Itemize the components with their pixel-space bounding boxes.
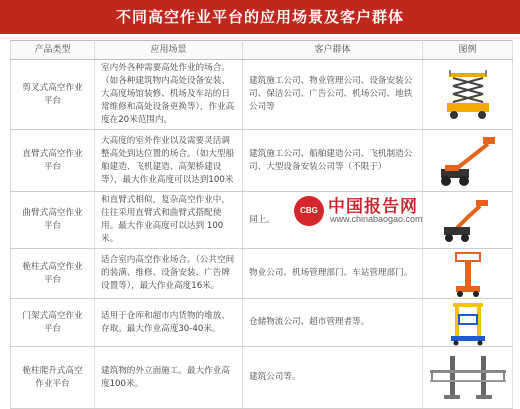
customer-group: 建筑施工公司、船舶建造公司、飞机制造公司、大型设备安装公司等（不限于） (243, 130, 423, 192)
articulating-boom-lift-icon (438, 197, 498, 243)
product-type: 桅柱爬升式高空作业平台 (11, 347, 95, 409)
application-scene: 和直臂式相似，复杂高空作业中，往往采用直臂式和曲臂式搭配使用。最大作业高度可以达到 100米。 (95, 192, 243, 249)
application-scene: 大高度的室外作业以及需要灵活调整高处到达位置的场合。（如大型船舶建造、飞机建造、高架桥建设等），最大作业高度可以达到100米 (95, 130, 243, 192)
page-title: 不同高空作业平台的应用场景及客户群体 (0, 0, 520, 34)
header-customers: 客户群体 (243, 41, 423, 60)
customer-group: 建筑施工公司、物业管理公司、设备安装公司、保洁公司、广告公司、机场公司、地铁公司等 (243, 60, 423, 130)
product-type: 曲臂式高空作业平台 (11, 192, 95, 249)
table-row (11, 299, 513, 347)
header-scene: 应用场景 (95, 41, 243, 60)
scissor-lift-icon (439, 69, 497, 121)
customer-group: 仓储物流公司、超市管理者等。 (243, 299, 423, 347)
table-row (11, 130, 513, 192)
customer-group: 建筑公司等。 (243, 347, 423, 409)
mast-lift-icon (448, 250, 488, 298)
application-table (10, 40, 513, 409)
table-row (11, 192, 513, 249)
watermark-logo: CBG (294, 196, 324, 226)
application-scene: 适用于仓库和超市内货物的堆放、存取。最大作业高度30-40米。 (95, 299, 243, 347)
table-row (11, 249, 513, 299)
customer-group: 物业公司、机场管理部门、车站管理部门。 (243, 249, 423, 299)
table-row (11, 60, 513, 130)
application-scene: 建筑物的外立面施工。最大作业高度100米。 (95, 347, 243, 409)
application-scene: 室内外各种需要高处作业的场合。（如各种建筑物内高处设备安装、大高度场馆装修、机场及车站的日常维修和高处设备更换等），作业高度在20米范围内。 (95, 60, 243, 130)
product-type: 门架式高空作业平台 (11, 299, 95, 347)
header-icon: 图例 (423, 41, 513, 60)
telescopic-boom-lift-icon (433, 133, 503, 189)
mast-climbing-platform-icon (428, 354, 508, 402)
application-scene: 适合室内高空作业场合。（公共空间的装潢、维修、设备安装、广告牌设置等），最大作业高度16米。 (95, 249, 243, 299)
table-row (11, 347, 513, 409)
header-type: 产品类型 (11, 41, 95, 60)
customer-group: 同上。 (243, 192, 423, 249)
watermark-url: www.chinabaogao.com (330, 214, 423, 224)
product-type: 剪叉式高空作业平台 (11, 60, 95, 130)
gantry-platform-icon (446, 300, 490, 346)
product-type: 直臂式高空作业平台 (11, 130, 95, 192)
product-type: 桅柱式高空作业平台 (11, 249, 95, 299)
watermark-name: 中国报告网 (328, 197, 418, 217)
header-row (11, 41, 513, 60)
